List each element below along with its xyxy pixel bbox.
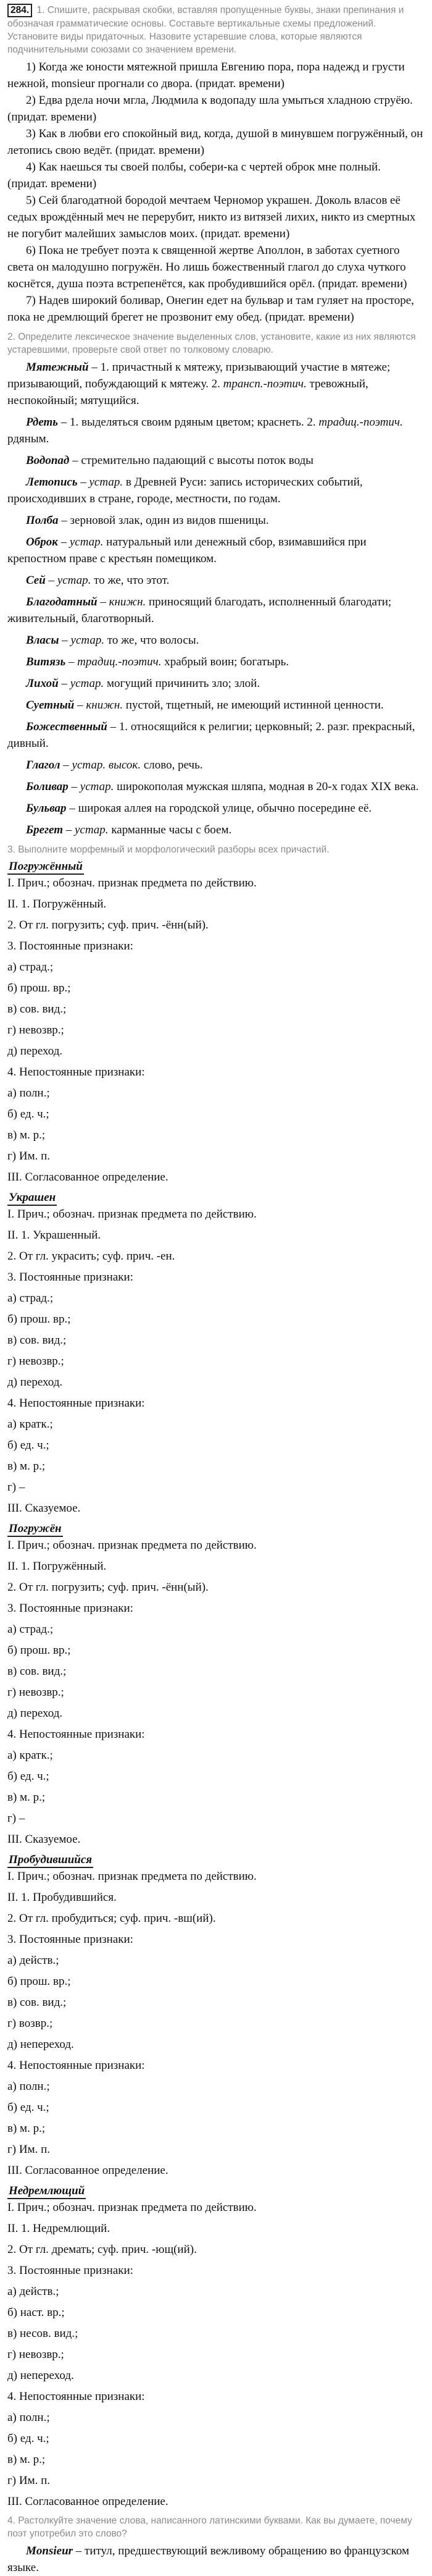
parse-line: I. Прич.; обознач. признак предмета по действию.	[7, 1208, 257, 1221]
parse-line: г) –	[7, 1812, 25, 1825]
glossary-entry: Лихой – устар. могущий причинить зло; злой.	[26, 677, 260, 690]
parse-line: 3. Постоянные признаки:	[7, 1602, 133, 1615]
task-3: 3. Выполните морфемный и морфологический разборы всех причастий.	[7, 844, 330, 855]
parse-line: I. Прич.; обознач. признак предмета по действию.	[7, 877, 257, 890]
parse-line: II. 1. Пробудившийся.	[7, 1891, 117, 1904]
parse-line: 2. От гл. пробудиться; суф. прич. -вш(ий).	[7, 1912, 216, 1925]
parse-block	[7, 859, 423, 1185]
parse-line: а) страд.;	[7, 961, 54, 974]
participle-parses	[7, 859, 423, 2510]
glossary-entry: Бульвар – широкая аллея на городской улице, обычно посередине её.	[26, 802, 372, 815]
parse-line: б) ед. ч.;	[7, 2432, 49, 2445]
parse-line: а) кратк.;	[7, 1418, 53, 1431]
parse-line: в) м. р.;	[7, 1460, 46, 1473]
parse-line: д) переход.	[7, 1707, 63, 1720]
parse-line: в) м. р.;	[7, 2453, 46, 2466]
sentence-1: 1) Когда же юности мятежной пришла Евгению пора, пора надежд и грусти нежной, monsieur прогнали со двора. (придат. времени)	[7, 61, 405, 90]
parse-word: Погружённый	[7, 860, 84, 875]
sentence-2: 2) Едва рдела ночи мгла, Людмила к водопаду шла умыться хладною струёю. (придат. времени)	[7, 94, 413, 124]
task-2: 2. Определите лексическое значение выделенных слов, установите, какие из них являются устаревшими, проверьте свой ответ по толковому словарю.	[7, 332, 416, 355]
sentences	[7, 59, 423, 326]
parse-line: а) полн.;	[7, 2411, 50, 2424]
parse-line: г) невозвр.;	[7, 1355, 64, 1368]
glossary-entry: Летопись – устар. в Древней Руси: запись исторических событий, происходивших в стране, городе, местности, по годам.	[7, 476, 363, 505]
parse-line: б) ед. ч.;	[7, 2101, 49, 2114]
glossary-entry: Витязь – традиц.-поэтич. храбрый воин; богатырь.	[26, 655, 289, 668]
parse-line: 2. От гл. погрузить; суф. прич. -ённ(ый).	[7, 919, 209, 932]
parse-line: а) полн.;	[7, 1087, 50, 1100]
parse-line: г) –	[7, 1481, 25, 1494]
parse-line: III. Согласованное определение.	[7, 2164, 168, 2177]
parse-line: б) наст. вр.;	[7, 2306, 65, 2319]
parse-line: 4. Непостоянные признаки:	[7, 1066, 145, 1079]
parse-line: III. Сказуемое.	[7, 1833, 81, 1846]
parse-line: а) полн.;	[7, 2080, 50, 2093]
parse-line: а) действ.;	[7, 2285, 59, 2298]
parse-line: б) ед. ч.;	[7, 1108, 49, 1121]
parse-line: в) м. р.;	[7, 1791, 46, 1804]
sentence-5: 5) Сей благодатной бородой мечтаем Черномор украшен. Доколь власов её седых врождённый меч не перерубит, никто из витязей лихих, никто из смертных не погубит малейших замыслов моих. (придат. времени)	[7, 194, 416, 240]
parse-line: в) несов. вид.;	[7, 2327, 78, 2340]
parse-line: 2. От гл. погрузить; суф. прич. -ённ(ый).	[7, 1581, 209, 1594]
parse-line: I. Прич.; обознач. признак предмета по действию.	[7, 2201, 257, 2214]
parse-word: Украшен	[7, 1191, 57, 1206]
glossary	[7, 359, 423, 838]
glossary-entry: Благодатный – книжн. приносящий благодать, исполненный благодати; живительный, благотворный.	[7, 596, 392, 625]
parse-line: г) Им. п.	[7, 2474, 51, 2487]
parse-word: Погружён	[7, 1522, 63, 1537]
parse-line: III. Согласованное определение.	[7, 2495, 168, 2508]
parse-line: 4. Непостоянные признаки:	[7, 2390, 145, 2403]
parse-line: б) ед. ч.;	[7, 1770, 49, 1783]
glossary-entry: Сей – устар. то же, что этот.	[26, 574, 170, 587]
glossary-entry: Власы – устар. то же, что волосы.	[26, 634, 199, 647]
parse-line: г) возвр.;	[7, 2017, 53, 2030]
task-4: 4. Растолкуйте значение слова, написанного латинскими буквами. Как вы думаете, почему поэт употребил это слово?	[7, 2515, 412, 2539]
parse-line: д) переход.	[7, 1376, 63, 1389]
glossary-entry: Глагол – устар. высок. слово, речь.	[26, 759, 203, 772]
parse-line: а) страд.;	[7, 1623, 54, 1636]
glossary-entry: Божественный – 1. относящийся к религии; церковный; 2. разг. прекрасный, дивный.	[7, 720, 415, 750]
parse-line: II. 1. Недремлющий.	[7, 2222, 110, 2235]
glossary-entry: Рдеть – 1. выделяться своим рдяным цветом; краснеть. 2. традиц.-поэтич. рдяным.	[7, 416, 403, 445]
parse-line: а) кратк.;	[7, 1749, 53, 1762]
parse-line: г) Им. п.	[7, 1150, 51, 1163]
parse-line: 3. Постоянные признаки:	[7, 2264, 133, 2277]
parse-line: в) сов. вид.;	[7, 1996, 67, 2009]
sentence-7: 7) Надев широкий боливар, Онегин едет на бульвар и там гуляет на просторе, пока не дремлющий брегет не прозвонит ему обед. (придат. времени)	[7, 294, 414, 324]
parse-line: II. 1. Погружённый.	[7, 1560, 107, 1573]
parse-line: в) сов. вид.;	[7, 1334, 67, 1347]
parse-line: г) невозвр.;	[7, 1686, 64, 1699]
glossary-entry: Оброк – устар. натуральный или денежный сбор, взимавшийся при крепостном праве с крестьян помещиком.	[7, 536, 367, 565]
task-1	[7, 4, 423, 56]
parse-line: б) ед. ч.;	[7, 1439, 49, 1452]
glossary-entry: Боливар – устар. широкополая мужская шляпа, модная в 20-х годах XIX века.	[26, 780, 419, 793]
task-number: 284.	[7, 4, 32, 17]
parse-line: в) сов. вид.;	[7, 1665, 67, 1678]
parse-line: 4. Непостоянные признаки:	[7, 1397, 145, 1410]
glossary-entry: Суетный – книжн. пустой, тщетный, не имеющий истинной ценности.	[26, 699, 384, 712]
glossary-entry: Мятежный – 1. причастный к мятежу, призывающий участие в мятеже; призывающий, побуждающий к мятежу. 2. трансп.-поэтич. тревожный, неспокойный; мятущийся.	[7, 361, 391, 407]
parse-line: б) прош. вр.;	[7, 1644, 71, 1657]
parse-line: б) прош. вр.;	[7, 982, 71, 995]
parse-line: II. 1. Украшенный.	[7, 1229, 101, 1242]
sentence-6: 6) Пока не требует поэта к священной жертве Аполлон, в заботах суетного света он малодушно погружён. Но лишь божественный глагол до слуха чуткого коснётся, душа поэта встрепенётся, как пробудившийся орёл. (придат. времени)	[7, 244, 407, 290]
parse-line: 4. Непостоянные признаки:	[7, 2059, 145, 2072]
parse-line: д) переход.	[7, 1045, 63, 1058]
parse-line: 3. Постоянные признаки:	[7, 1271, 133, 1284]
parse-line: III. Согласованное определение.	[7, 1171, 168, 1184]
task-1-text: 1. Спишите, раскрывая скобки, вставляя пропущенные буквы, знаки препинания и обозначая грамматические основы. Составьте вертикальные схемы предложений. Установите виды придаточных. Назовите устаревшие слова, которые являются подчинительными союзами со значением времени.	[7, 5, 404, 55]
parse-line: I. Прич.; обознач. признак предмета по действию.	[7, 1870, 257, 1883]
parse-line: г) невозвр.;	[7, 2348, 64, 2361]
parse-line: г) невозвр.;	[7, 1024, 64, 1037]
parse-block	[7, 2183, 423, 2510]
parse-word: Недремлющий	[7, 2184, 86, 2199]
glossary-entry: Брегет – устар. карманные часы с боем.	[26, 823, 232, 836]
parse-line: в) м. р.;	[7, 2122, 46, 2135]
parse-line: д) непереход.	[7, 2038, 74, 2051]
parse-line: III. Сказуемое.	[7, 1502, 81, 1515]
parse-line: г) Им. п.	[7, 2143, 51, 2156]
parse-line: 3. Постоянные признаки:	[7, 940, 133, 953]
sentence-3: 3) Как в любви его спокойный вид, когда, душой в минувшем погружённый, он летопись свою ведёт. (придат. времени)	[7, 127, 423, 157]
parse-line: б) прош. вр.;	[7, 1313, 71, 1326]
parse-line: II. 1. Погружённый.	[7, 898, 107, 911]
parse-block	[7, 1521, 423, 1848]
final-answer: Monsieur – титул, предшествующий вежливому обращению во французском языке.	[7, 2544, 410, 2574]
parse-line: б) прош. вр.;	[7, 1975, 71, 1988]
parse-line: 2. От гл. украсить; суф. прич. -ен.	[7, 1250, 175, 1263]
sentence-4: 4) Как наешься ты своей полбы, собери-ка с чертей оброк мне полный. (придат. времени)	[7, 161, 381, 190]
parse-word: Пробудившийся	[7, 1853, 93, 1868]
parse-block	[7, 1852, 423, 2179]
glossary-entry: Водопад – стремительно падающий с высоты поток воды	[26, 454, 314, 467]
glossary-entry: Полба – зерновой злак, один из видов пшеницы.	[26, 514, 269, 527]
parse-line: в) сов. вид.;	[7, 1003, 67, 1016]
parse-line: а) страд.;	[7, 1292, 54, 1305]
parse-line: в) м. р.;	[7, 1129, 46, 1142]
parse-line: 4. Непостоянные признаки:	[7, 1728, 145, 1741]
parse-line: д) непереход.	[7, 2369, 74, 2382]
parse-block	[7, 1190, 423, 1517]
parse-line: а) действ.;	[7, 1954, 59, 1967]
parse-line: 3. Постоянные признаки:	[7, 1933, 133, 1946]
parse-line: I. Прич.; обознач. признак предмета по действию.	[7, 1539, 257, 1552]
parse-line: 2. От гл. дремать; суф. прич. -ющ(ий).	[7, 2243, 197, 2256]
